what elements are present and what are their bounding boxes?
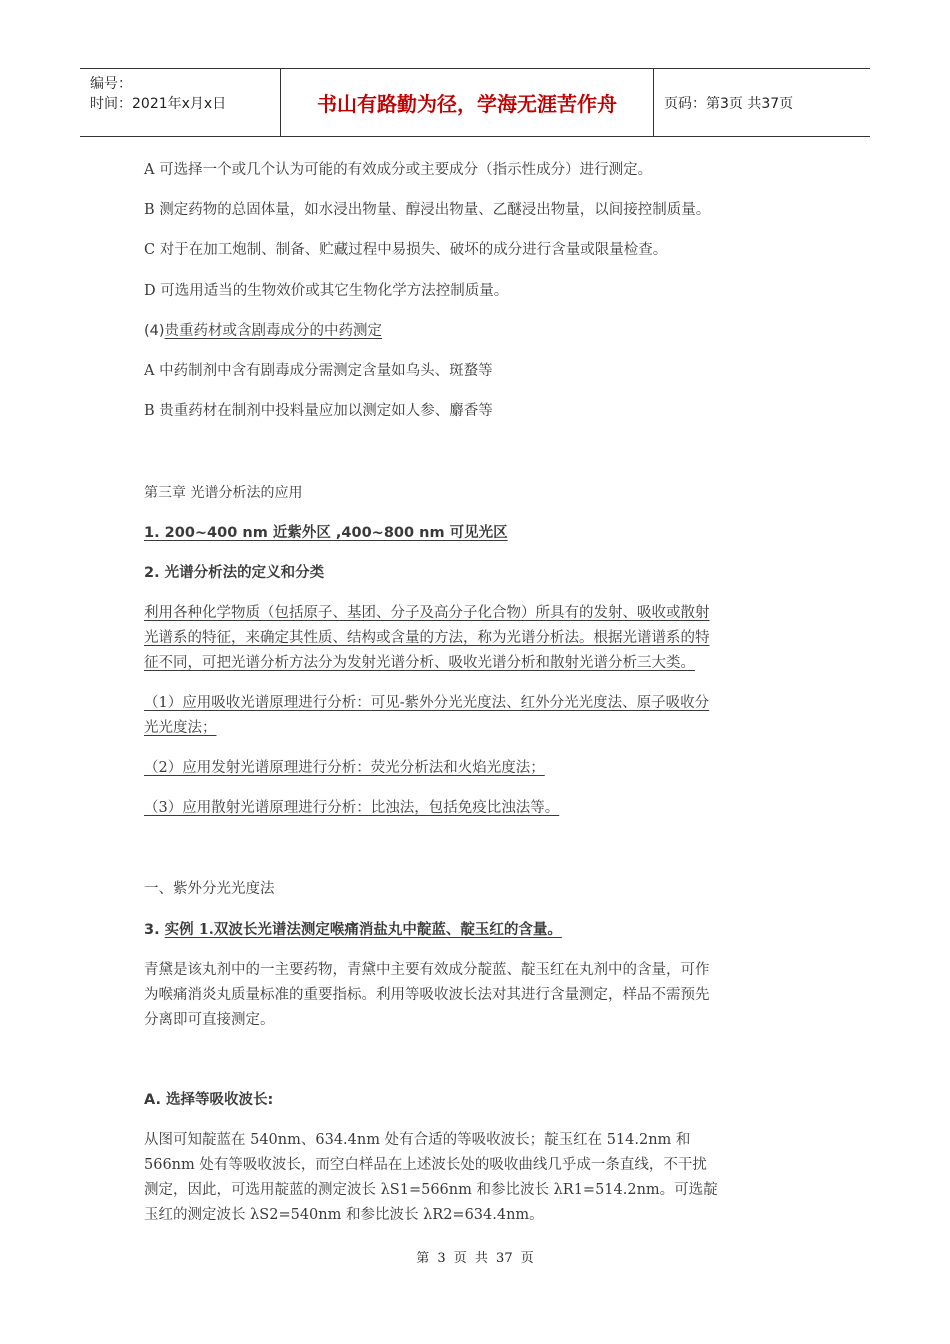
paragraph-line: 测定，因此，可选用靛蓝的测定波长 λS1=566nm 和参比波长 λR1=514.2nm。可选靛: [144, 1182, 718, 1198]
paragraph-line: 分离即可直接测定。: [144, 1012, 275, 1028]
list-item-4: [144, 319, 804, 344]
section-title-underlined: 实例 1.双波长光谱法测定喉痛消盐丸中靛蓝、靛玉红的含量。: [164, 921, 562, 938]
page-footer: 第 3 页 共 37 页: [416, 1251, 534, 1266]
subsection-heading: 一、紫外分光光度法: [144, 881, 275, 897]
paragraph: A 中药制剂中含有剧毒成分需测定含量如乌头、斑蝥等: [144, 363, 493, 379]
paragraph: D 可选用适当的生物效价或其它生物化学方法控制质量。: [144, 283, 509, 299]
doc-date: 时间：2021年x月x日: [90, 96, 227, 112]
header-page-code: 页码：第3页 共37页: [664, 96, 794, 112]
application-line: 光光度法；: [144, 720, 217, 736]
paragraph: A 可选择一个或几个认为可能的有效成分或主要成分（指示性成分）进行测定。: [144, 162, 653, 178]
paragraph-line: 为喉痛消炎丸质量标准的重要指标。利用等吸收波长法对其进行含量测定，样品不需预先: [144, 987, 710, 1003]
step-heading: A. 选择等吸收波长:: [144, 1092, 274, 1108]
page-header: [80, 68, 870, 137]
section-heading-3: [144, 917, 804, 943]
header-motto: 书山有路勤为径，学海无涯苦作舟: [280, 69, 654, 136]
application-line: （2）应用发射光谱原理进行分析：荧光分析法和火焰光度法；: [144, 760, 545, 776]
application-line: （3）应用散射光谱原理进行分析：比浊法，包括免疫比浊法等。: [144, 800, 560, 816]
paragraph: B 贵重药材在制剂中投料量应加以测定如人参、麝香等: [144, 403, 493, 419]
chapter-heading: 第三章 光谱分析法的应用: [144, 485, 303, 501]
list-heading-underlined: 贵重药材或含剧毒成分的中药测定: [164, 323, 383, 339]
section-heading-2: 2. 光谱分析法的定义和分类: [144, 565, 325, 581]
definition-line: 光谱系的特征，来确定其性质、结构或含量的方法，称为光谱分析法。根据光谱谱系的特: [144, 630, 710, 646]
definition-line: 征不同，可把光谱分析方法分为发射光谱分析、吸收光谱分析和散射光谱分析三大类。: [144, 655, 695, 671]
paragraph-line: 玉红的测定波长 λS2=540nm 和参比波长 λR2=634.4nm。: [144, 1207, 544, 1223]
paragraph: B 测定药物的总固体量，如水浸出物量、醇浸出物量、乙醚浸出物量，以间接控制质量。: [144, 202, 711, 218]
application-line: （1）应用吸收光谱原理进行分析：可见-紫外分光光度法、红外分光光度法、原子吸收分: [144, 695, 710, 711]
paragraph-line: 566nm 处有等吸收波长，而空白样品在上述波长处的吸收曲线几乎成一条直线，不干扰: [144, 1157, 707, 1173]
section-heading-1: 1. 200~400 nm 近紫外区 ,400~800 nm 可见光区: [144, 525, 508, 541]
section-number: 3.: [144, 922, 165, 938]
paragraph-line: 青黛是该丸剂中的一主要药物，青黛中主要有效成分靛蓝、靛玉红在丸剂中的含量，可作: [144, 962, 710, 978]
list-number: (4): [144, 323, 165, 339]
doc-number-label: 编号：: [90, 76, 132, 92]
header-meta: [80, 69, 280, 136]
paragraph: C 对于在加工炮制、制备、贮藏过程中易损失、破坏的成分进行含量或限量检查。: [144, 242, 668, 258]
paragraph-line: 从图可知靛蓝在 540nm、634.4nm 处有合适的等吸收波长；靛玉红在 514.2nm 和: [144, 1132, 691, 1148]
definition-line: 利用各种化学物质（包括原子、基团、分子及高分子化合物）所具有的发射、吸收或散射: [144, 605, 710, 621]
